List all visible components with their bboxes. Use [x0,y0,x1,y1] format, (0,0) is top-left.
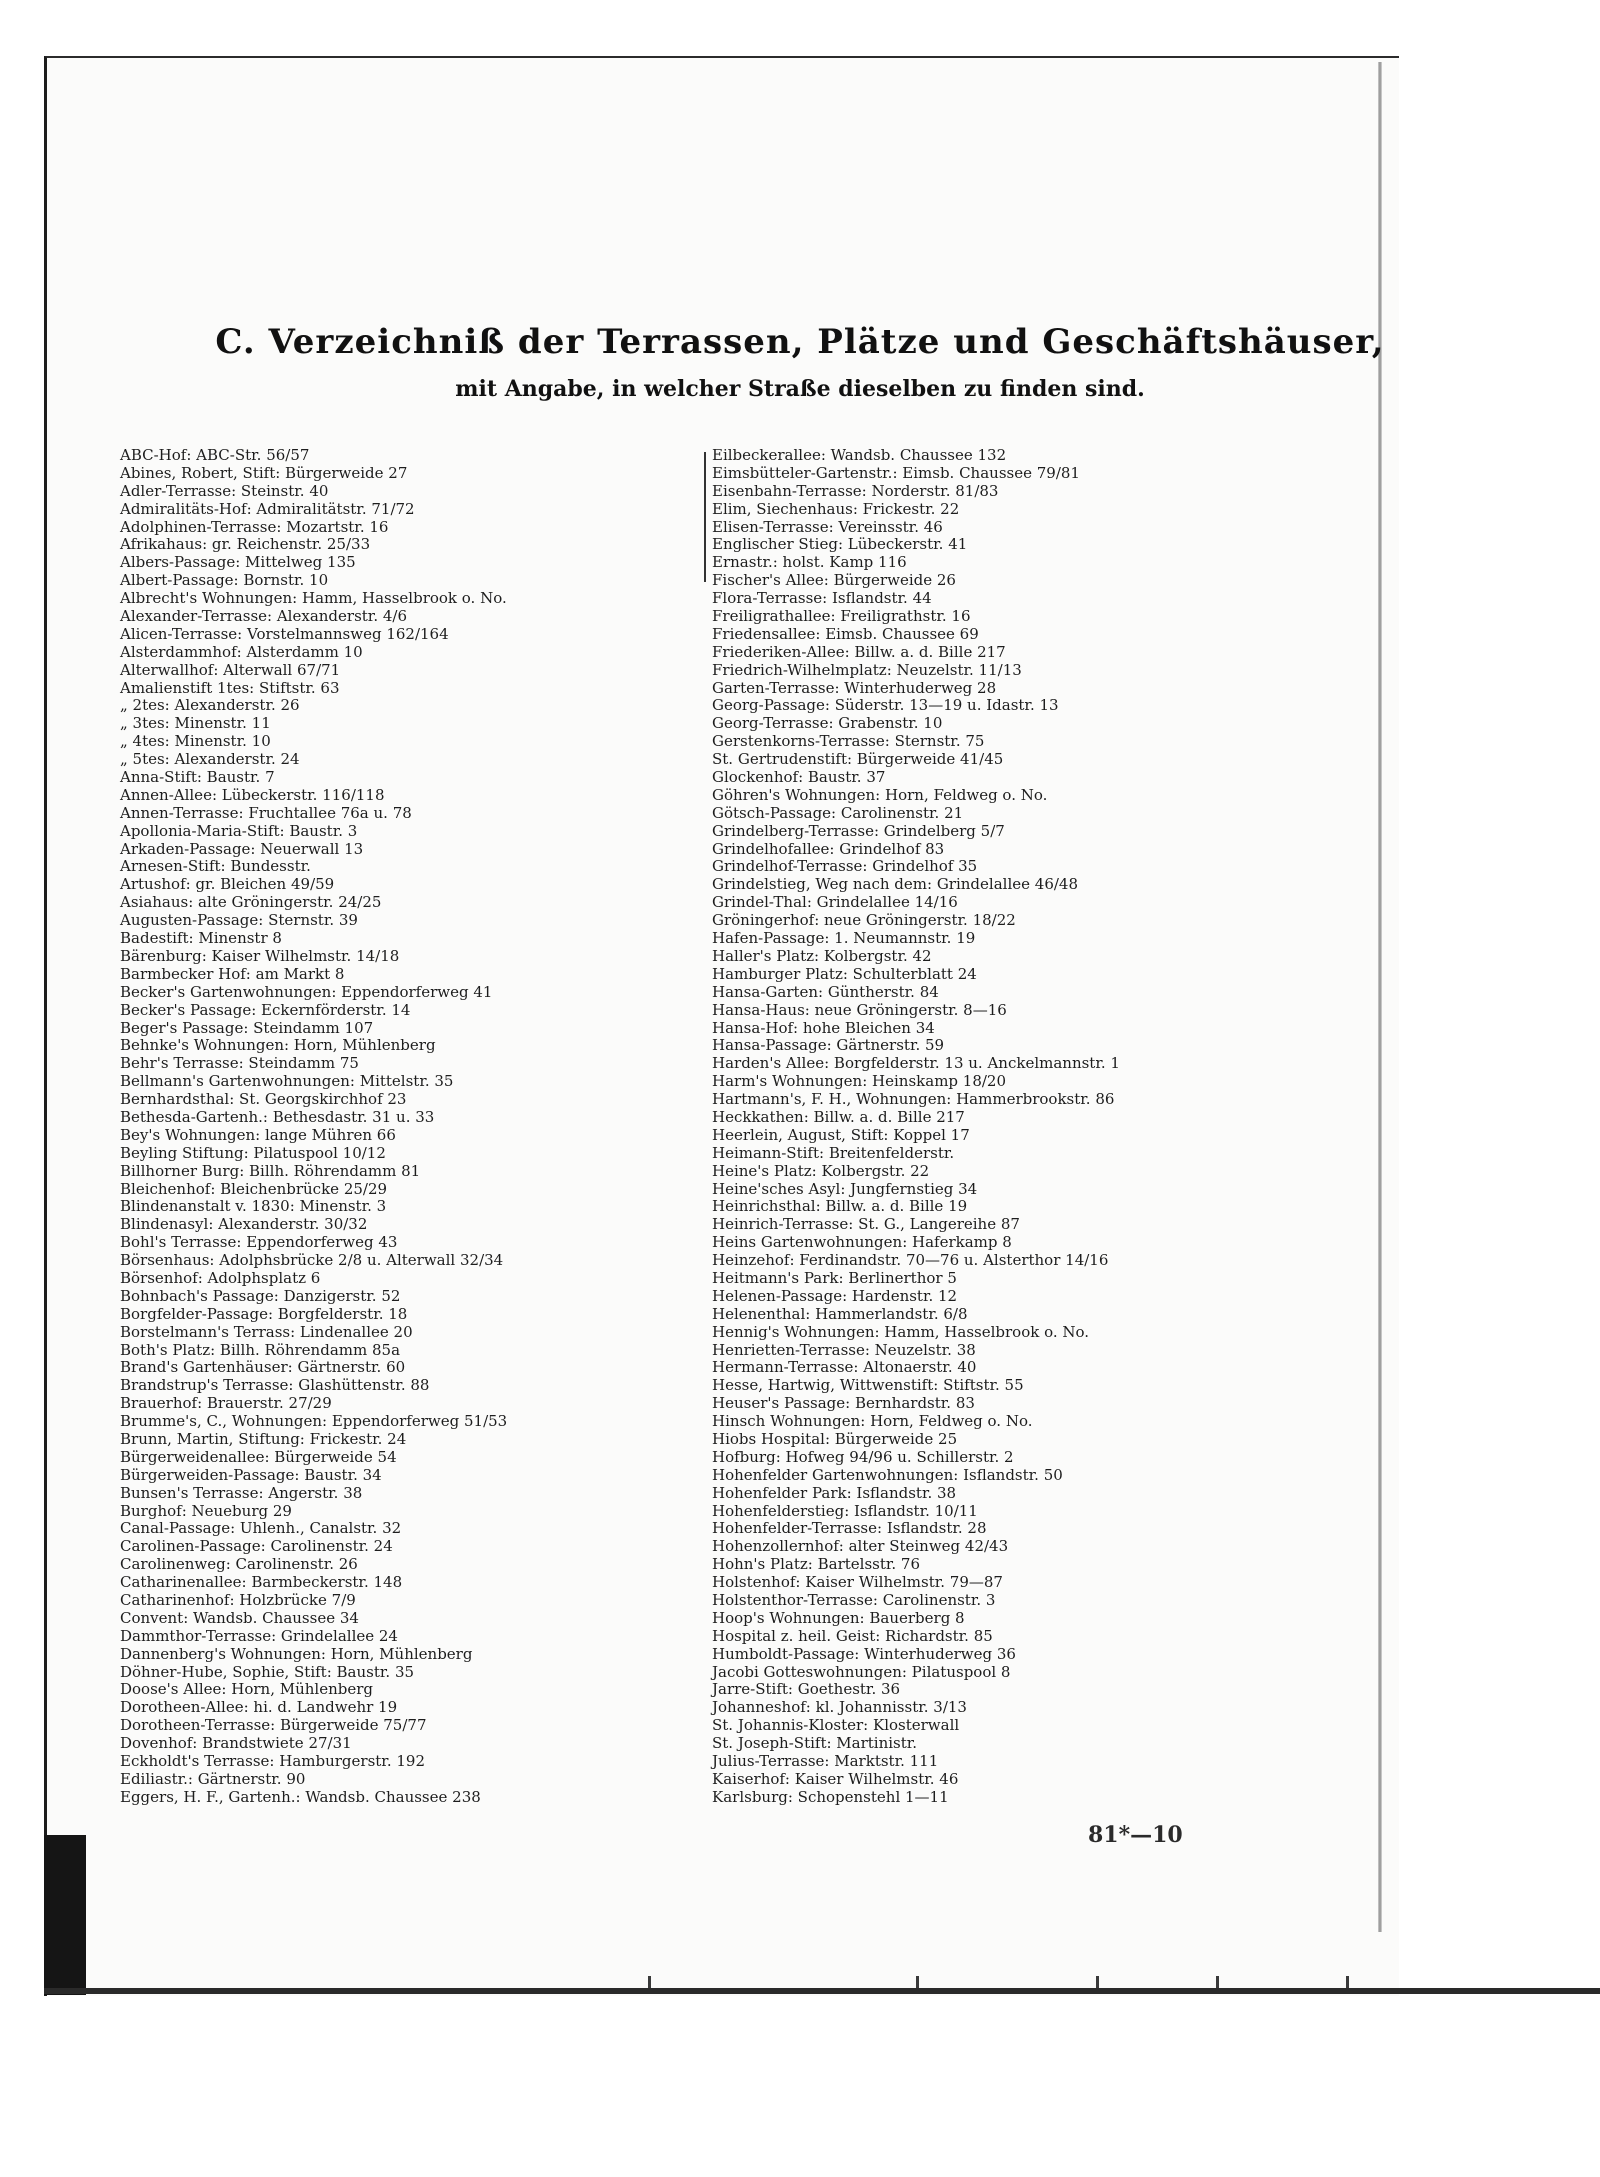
directory-entry: Göhren's Wohnungen: Horn, Feldweg o. No. [712,785,1048,804]
directory-entry: Ernastr.: holst. Kamp 116 [712,553,907,572]
directory-entry: Grindelberg-Terrasse: Grindelberg 5/7 [712,821,1005,840]
directory-entry: Eimsbütteler-Gartenstr.: Eimsb. Chaussee 79/81 [712,463,1080,482]
directory-entry: Hohenfelderstieg: Isflandstr. 10/11 [712,1501,978,1520]
directory-entry: Heuser's Passage: Bernhardstr. 83 [712,1394,975,1413]
directory-entry: Glockenhof: Baustr. 37 [712,768,886,787]
directory-entry: Jacobi Gotteswohnungen: Pilatuspool 8 [712,1662,1011,1681]
directory-entry: Garten-Terrasse: Winterhuderweg 28 [712,678,997,697]
directory-entry: Jarre-Stift: Goethestr. 36 [712,1680,901,1699]
directory-entry: Becker's Passage: Eckernförderstr. 14 [120,1000,411,1019]
directory-entry: St. Gertrudenstift: Bürgerweide 41/45 [712,750,1004,769]
directory-entry: Augusten-Passage: Sternstr. 39 [120,911,358,930]
directory-entry: Hofburg: Hofweg 94/96 u. Schillerstr. 2 [712,1447,1014,1466]
directory-entry: Eckholdt's Terrasse: Hamburgerstr. 192 [120,1752,425,1771]
directory-entry: Badestift: Minenstr 8 [120,929,282,948]
directory-entry: Becker's Gartenwohnungen: Eppendorferweg 41 [120,982,493,1001]
directory-entry: Brand's Gartenhäuser: Gärtnerstr. 60 [120,1358,406,1377]
directory-entry: Bernhardsthal: St. Georgskirchhof 23 [120,1090,407,1109]
directory-entry: Asiahaus: alte Gröningerstr. 24/25 [120,893,382,912]
directory-entry: Heinrichsthal: Billw. a. d. Bille 19 [712,1197,968,1216]
binding-shadow [44,1835,86,1995]
directory-entry: Heins Gartenwohnungen: Haferkamp 8 [712,1233,1012,1252]
directory-entry: Hansa-Garten: Güntherstr. 84 [712,982,939,1001]
directory-entry: Dovenhof: Brandstwiete 27/31 [120,1734,352,1753]
directory-entry: Brunn, Martin, Stiftung: Frickestr. 24 [120,1429,407,1448]
directory-entry: Freiligrathallee: Freiligrathstr. 16 [712,607,971,626]
directory-entry: Grindelstieg, Weg nach dem: Grindelallee 46/48 [712,875,1078,894]
directory-entry: Gerstenkorns-Terrasse: Sternstr. 75 [712,732,985,751]
directory-entry: Carolinen-Passage: Carolinenstr. 24 [120,1537,393,1556]
directory-entry: Albert-Passage: Bornstr. 10 [120,571,329,590]
directory-entry: Alexander-Terrasse: Alexanderstr. 4/6 [120,607,407,626]
directory-entry: „ 3tes: Minenstr. 11 [120,714,271,733]
directory-entry: Grindelhofallee: Grindelhof 83 [712,839,945,858]
column-rule [704,452,706,582]
directory-entry: Hansa-Passage: Gärtnerstr. 59 [712,1036,945,1055]
directory-entry: Eggers, H. F., Gartenh.: Wandsb. Chaussee 238 [120,1787,481,1806]
directory-entry: Ediliastr.: Gärtnerstr. 90 [120,1769,306,1788]
directory-entry: Heitmann's Park: Berlinerthor 5 [712,1268,957,1287]
directory-entry: Hiobs Hospital: Bürgerweide 25 [712,1429,958,1448]
directory-entry: Annen-Allee: Lübeckerstr. 116/118 [120,785,385,804]
directory-entry: Eilbeckerallee: Wandsb. Chaussee 132 [712,446,1007,464]
directory-entry: Heerlein, August, Stift: Koppel 17 [712,1125,970,1144]
directory-entry: Helenenthal: Hammerlandstr. 6/8 [712,1304,968,1323]
directory-entry: ABC-Hof: ABC-Str. 56/57 [120,446,310,464]
directory-entry: Afrikahaus: gr. Reichenstr. 25/33 [120,535,371,554]
directory-entry: Dorotheen-Allee: hi. d. Landwehr 19 [120,1698,398,1717]
directory-entry: Billhorner Burg: Billh. Röhrendamm 81 [120,1161,421,1180]
directory-entry: Heimann-Stift: Breitenfelderstr. [712,1143,955,1162]
directory-entry: Doose's Allee: Horn, Mühlenberg [120,1680,374,1699]
directory-entry: Blindenasyl: Alexanderstr. 30/32 [120,1215,368,1234]
directory-entry: Brandstrup's Terrasse: Glashüttenstr. 88 [120,1376,430,1395]
directory-entry: Hinsch Wohnungen: Horn, Feldweg o. No. [712,1412,1033,1431]
directory-entry: Heine's Platz: Kolbergstr. 22 [712,1161,930,1180]
directory-entry: Alterwallhof: Alterwall 67/71 [120,660,341,679]
directory-entry: Humboldt-Passage: Winterhuderweg 36 [712,1644,1016,1663]
directory-entry: Flora-Terrasse: Isflandstr. 44 [712,589,932,608]
directory-entry: Brauerhof: Brauerstr. 27/29 [120,1394,332,1413]
directory-entry: Heinrich-Terrasse: St. G., Langereihe 87 [712,1215,1020,1234]
directory-entry: „ 2tes: Alexanderstr. 26 [120,696,300,715]
directory-entry: Both's Platz: Billh. Röhrendamm 85a [120,1340,401,1359]
directory-entry: Alicen-Terrasse: Vorstelmannsweg 162/164 [120,624,449,643]
directory-entry: Hansa-Haus: neue Gröningerstr. 8—16 [712,1000,1007,1019]
directory-entry: Holstenhof: Kaiser Wilhelmstr. 79—87 [712,1573,1003,1592]
directory-entry: „ 5tes: Alexanderstr. 24 [120,750,300,769]
directory-entry: Dannenberg's Wohnungen: Horn, Mühlenberg [120,1644,473,1663]
directory-entry: Götsch-Passage: Carolinenstr. 21 [712,803,964,822]
directory-entry: Heckkathen: Billw. a. d. Bille 217 [712,1107,965,1126]
directory-entry: Hafen-Passage: 1. Neumannstr. 19 [712,929,976,948]
directory-entry: Bürgerweidenallee: Bürgerweide 54 [120,1447,397,1466]
directory-entry: St. Joseph-Stift: Martinistr. [712,1734,918,1753]
directory-entry: Albrecht's Wohnungen: Hamm, Hasselbrook o. No. [120,589,507,608]
directory-entry: Artushof: gr. Bleichen 49/59 [120,875,335,894]
directory-entry: Carolinenweg: Carolinenstr. 26 [120,1555,358,1574]
directory-entry: Dorotheen-Terrasse: Bürgerweide 75/77 [120,1716,427,1735]
directory-entry: Albers-Passage: Mittelweg 135 [120,553,356,572]
directory-entry: Borstelmann's Terrass: Lindenallee 20 [120,1322,413,1341]
directory-entry: Hennig's Wohnungen: Hamm, Hasselbrook o. No. [712,1322,1090,1341]
directory-entry: Henrietten-Terrasse: Neuzelstr. 38 [712,1340,976,1359]
directory-entry: Friedensallee: Eimsb. Chaussee 69 [712,624,979,643]
scan-edge-tick [916,1976,919,1988]
directory-entry: Haller's Platz: Kolbergstr. 42 [712,946,932,965]
directory-entry: Julius-Terrasse: Marktstr. 111 [712,1752,939,1771]
left-column-list [120,447,680,1807]
directory-entry: Hohenfelder-Terrasse: Isflandstr. 28 [712,1519,987,1538]
directory-entry: Karlsburg: Schopenstehl 1—11 [712,1787,949,1806]
directory-entry: Helenen-Passage: Hardenstr. 12 [712,1286,958,1305]
directory-entry: Hamburger Platz: Schulterblatt 24 [712,964,977,983]
directory-entry: Döhner-Hube, Sophie, Stift: Baustr. 35 [120,1662,415,1681]
directory-entry: Heine'sches Asyl: Jungfernstieg 34 [712,1179,978,1198]
directory-entry: Johanneshof: kl. Johannisstr. 3/13 [712,1698,967,1717]
directory-entry: Bethesda-Gartenh.: Bethesdastr. 31 u. 33 [120,1107,435,1126]
directory-entry: Amalienstift 1tes: Stiftstr. 63 [120,678,340,697]
directory-entry: St. Johannis-Kloster: Klosterwall [712,1716,960,1735]
directory-entry: Georg-Passage: Süderstr. 13—19 u. Idastr. 13 [712,696,1059,715]
directory-entry: Canal-Passage: Uhlenh., Canalstr. 32 [120,1519,402,1538]
directory-entry: Kaiserhof: Kaiser Wilhelmstr. 46 [712,1769,959,1788]
scan-edge-tick [1216,1976,1219,1988]
directory-entry: Bärenburg: Kaiser Wilhelmstr. 14/18 [120,946,400,965]
directory-entry: Adler-Terrasse: Steinstr. 40 [120,481,329,500]
directory-entry: Hohenfelder Gartenwohnungen: Isflandstr. 50 [712,1465,1063,1484]
directory-entry: Bohl's Terrasse: Eppendorferweg 43 [120,1233,398,1252]
directory-entry: Bohnbach's Passage: Danzigerstr. 52 [120,1286,401,1305]
directory-entry: Dammthor-Terrasse: Grindelallee 24 [120,1626,398,1645]
directory-entry: Heinzehof: Ferdinandstr. 70—76 u. Alsterthor 14/16 [712,1251,1109,1270]
directory-entry: Eisenbahn-Terrasse: Norderstr. 81/83 [712,481,999,500]
directory-entry: Barmbecker Hof: am Markt 8 [120,964,345,983]
directory-entry: Börsenhaus: Adolphsbrücke 2/8 u. Alterwall 32/34 [120,1251,504,1270]
directory-entry: Behnke's Wohnungen: Horn, Mühlenberg [120,1036,436,1055]
scan-edge-tick [1096,1976,1099,1988]
directory-entry: Elim, Siechenhaus: Frickestr. 22 [712,499,960,518]
right-column-list [712,447,1272,1807]
directory-entry: Bey's Wohnungen: lange Mühren 66 [120,1125,396,1144]
directory-entry: Bellmann's Gartenwohnungen: Mittelstr. 35 [120,1072,454,1091]
directory-entry: Bleichenhof: Bleichenbrücke 25/29 [120,1179,388,1198]
directory-entry: Hansa-Hof: hohe Bleichen 34 [712,1018,935,1037]
directory-entry: Hartmann's, F. H., Wohnungen: Hammerbrookstr. 86 [712,1090,1115,1109]
directory-entry: Behr's Terrasse: Steindamm 75 [120,1054,359,1073]
scan-edge-tick [1346,1976,1349,1988]
directory-entry: Blindenanstalt v. 1830: Minenstr. 3 [120,1197,387,1216]
directory-entry: Englischer Stieg: Lübeckerstr. 41 [712,535,968,554]
directory-entry: Grindelhof-Terrasse: Grindelhof 35 [712,857,978,876]
directory-entry: Brumme's, C., Wohnungen: Eppendorferweg 51/53 [120,1412,508,1431]
scan-bottom-edge [44,1988,1600,1994]
directory-entry: Gröningerhof: neue Gröningerstr. 18/22 [712,911,1016,930]
directory-entry: Harm's Wohnungen: Heinskamp 18/20 [712,1072,1007,1091]
directory-entry: Friedrich-Wilhelmplatz: Neuzelstr. 11/13 [712,660,1022,679]
directory-entry: Beyling Stiftung: Pilatuspool 10/12 [120,1143,386,1162]
directory-entry: Friederiken-Allee: Billw. a. d. Bille 217 [712,642,1006,661]
page-number: 81*—10 [1088,1822,1183,1848]
directory-entry: Hohenzollernhof: alter Steinweg 42/43 [712,1537,1009,1556]
directory-entry: Elisen-Terrasse: Vereinsstr. 46 [712,517,943,536]
directory-entry: Holstenthor-Terrasse: Carolinenstr. 3 [712,1591,996,1609]
directory-entry: Abines, Robert, Stift: Bürgerweide 27 [120,463,408,482]
directory-entry: Adolphinen-Terrasse: Mozartstr. 16 [120,517,389,536]
directory-entry: Bunsen's Terrasse: Angerstr. 38 [120,1483,363,1502]
directory-entry: Georg-Terrasse: Grabenstr. 10 [712,714,943,733]
directory-entry: Bürgerweiden-Passage: Baustr. 34 [120,1465,382,1484]
directory-entry: Hesse, Hartwig, Wittwenstift: Stiftstr. 55 [712,1376,1024,1395]
directory-entry: Hohn's Platz: Bartelsstr. 76 [712,1555,921,1574]
directory-entry: Fischer's Allee: Bürgerweide 26 [712,571,956,590]
directory-entry: Catharinenallee: Barmbeckerstr. 148 [120,1573,403,1592]
directory-entry: Convent: Wandsb. Chaussee 34 [120,1608,359,1627]
directory-entry: Borgfelder-Passage: Borgfelderstr. 18 [120,1304,408,1323]
directory-entry: Grindel-Thal: Grindelallee 14/16 [712,893,958,912]
directory-entry: Börsenhof: Adolphsplatz 6 [120,1268,321,1287]
directory-entry: Beger's Passage: Steindamm 107 [120,1018,374,1037]
directory-entry: Harden's Allee: Borgfelderstr. 13 u. Anckelmannstr. 1 [712,1054,1120,1073]
scan-edge-tick [648,1976,651,1988]
directory-entry: Apollonia-Maria-Stift: Baustr. 3 [120,821,358,840]
directory-entry: „ 4tes: Minenstr. 10 [120,732,271,751]
page-title: C. Verzeichniß der Terrassen, Plätze und Geschäftshäuser, [215,322,1385,362]
directory-entry: Hohenfelder Park: Isflandstr. 38 [712,1483,957,1502]
directory-entry: Catharinenhof: Holzbrücke 7/9 [120,1591,356,1609]
directory-entry: Hospital z. heil. Geist: Richardstr. 85 [712,1626,993,1645]
page-subtitle: mit Angabe, in welcher Straße dieselben zu finden sind. [455,376,1145,402]
directory-entry: Admiralitäts-Hof: Admiralitätstr. 71/72 [120,499,415,518]
directory-entry: Anna-Stift: Baustr. 7 [120,768,275,787]
directory-entry: Burghof: Neueburg 29 [120,1501,292,1520]
directory-entry: Hoop's Wohnungen: Bauerberg 8 [712,1608,965,1627]
directory-entry: Hermann-Terrasse: Altonaerstr. 40 [712,1358,977,1377]
directory-entry: Arkaden-Passage: Neuerwall 13 [120,839,364,858]
directory-entry: Alsterdammhof: Alsterdamm 10 [120,642,363,661]
directory-entry: Arnesen-Stift: Bundesstr. [120,857,311,876]
directory-entry: Annen-Terrasse: Fruchtallee 76a u. 78 [120,803,412,822]
